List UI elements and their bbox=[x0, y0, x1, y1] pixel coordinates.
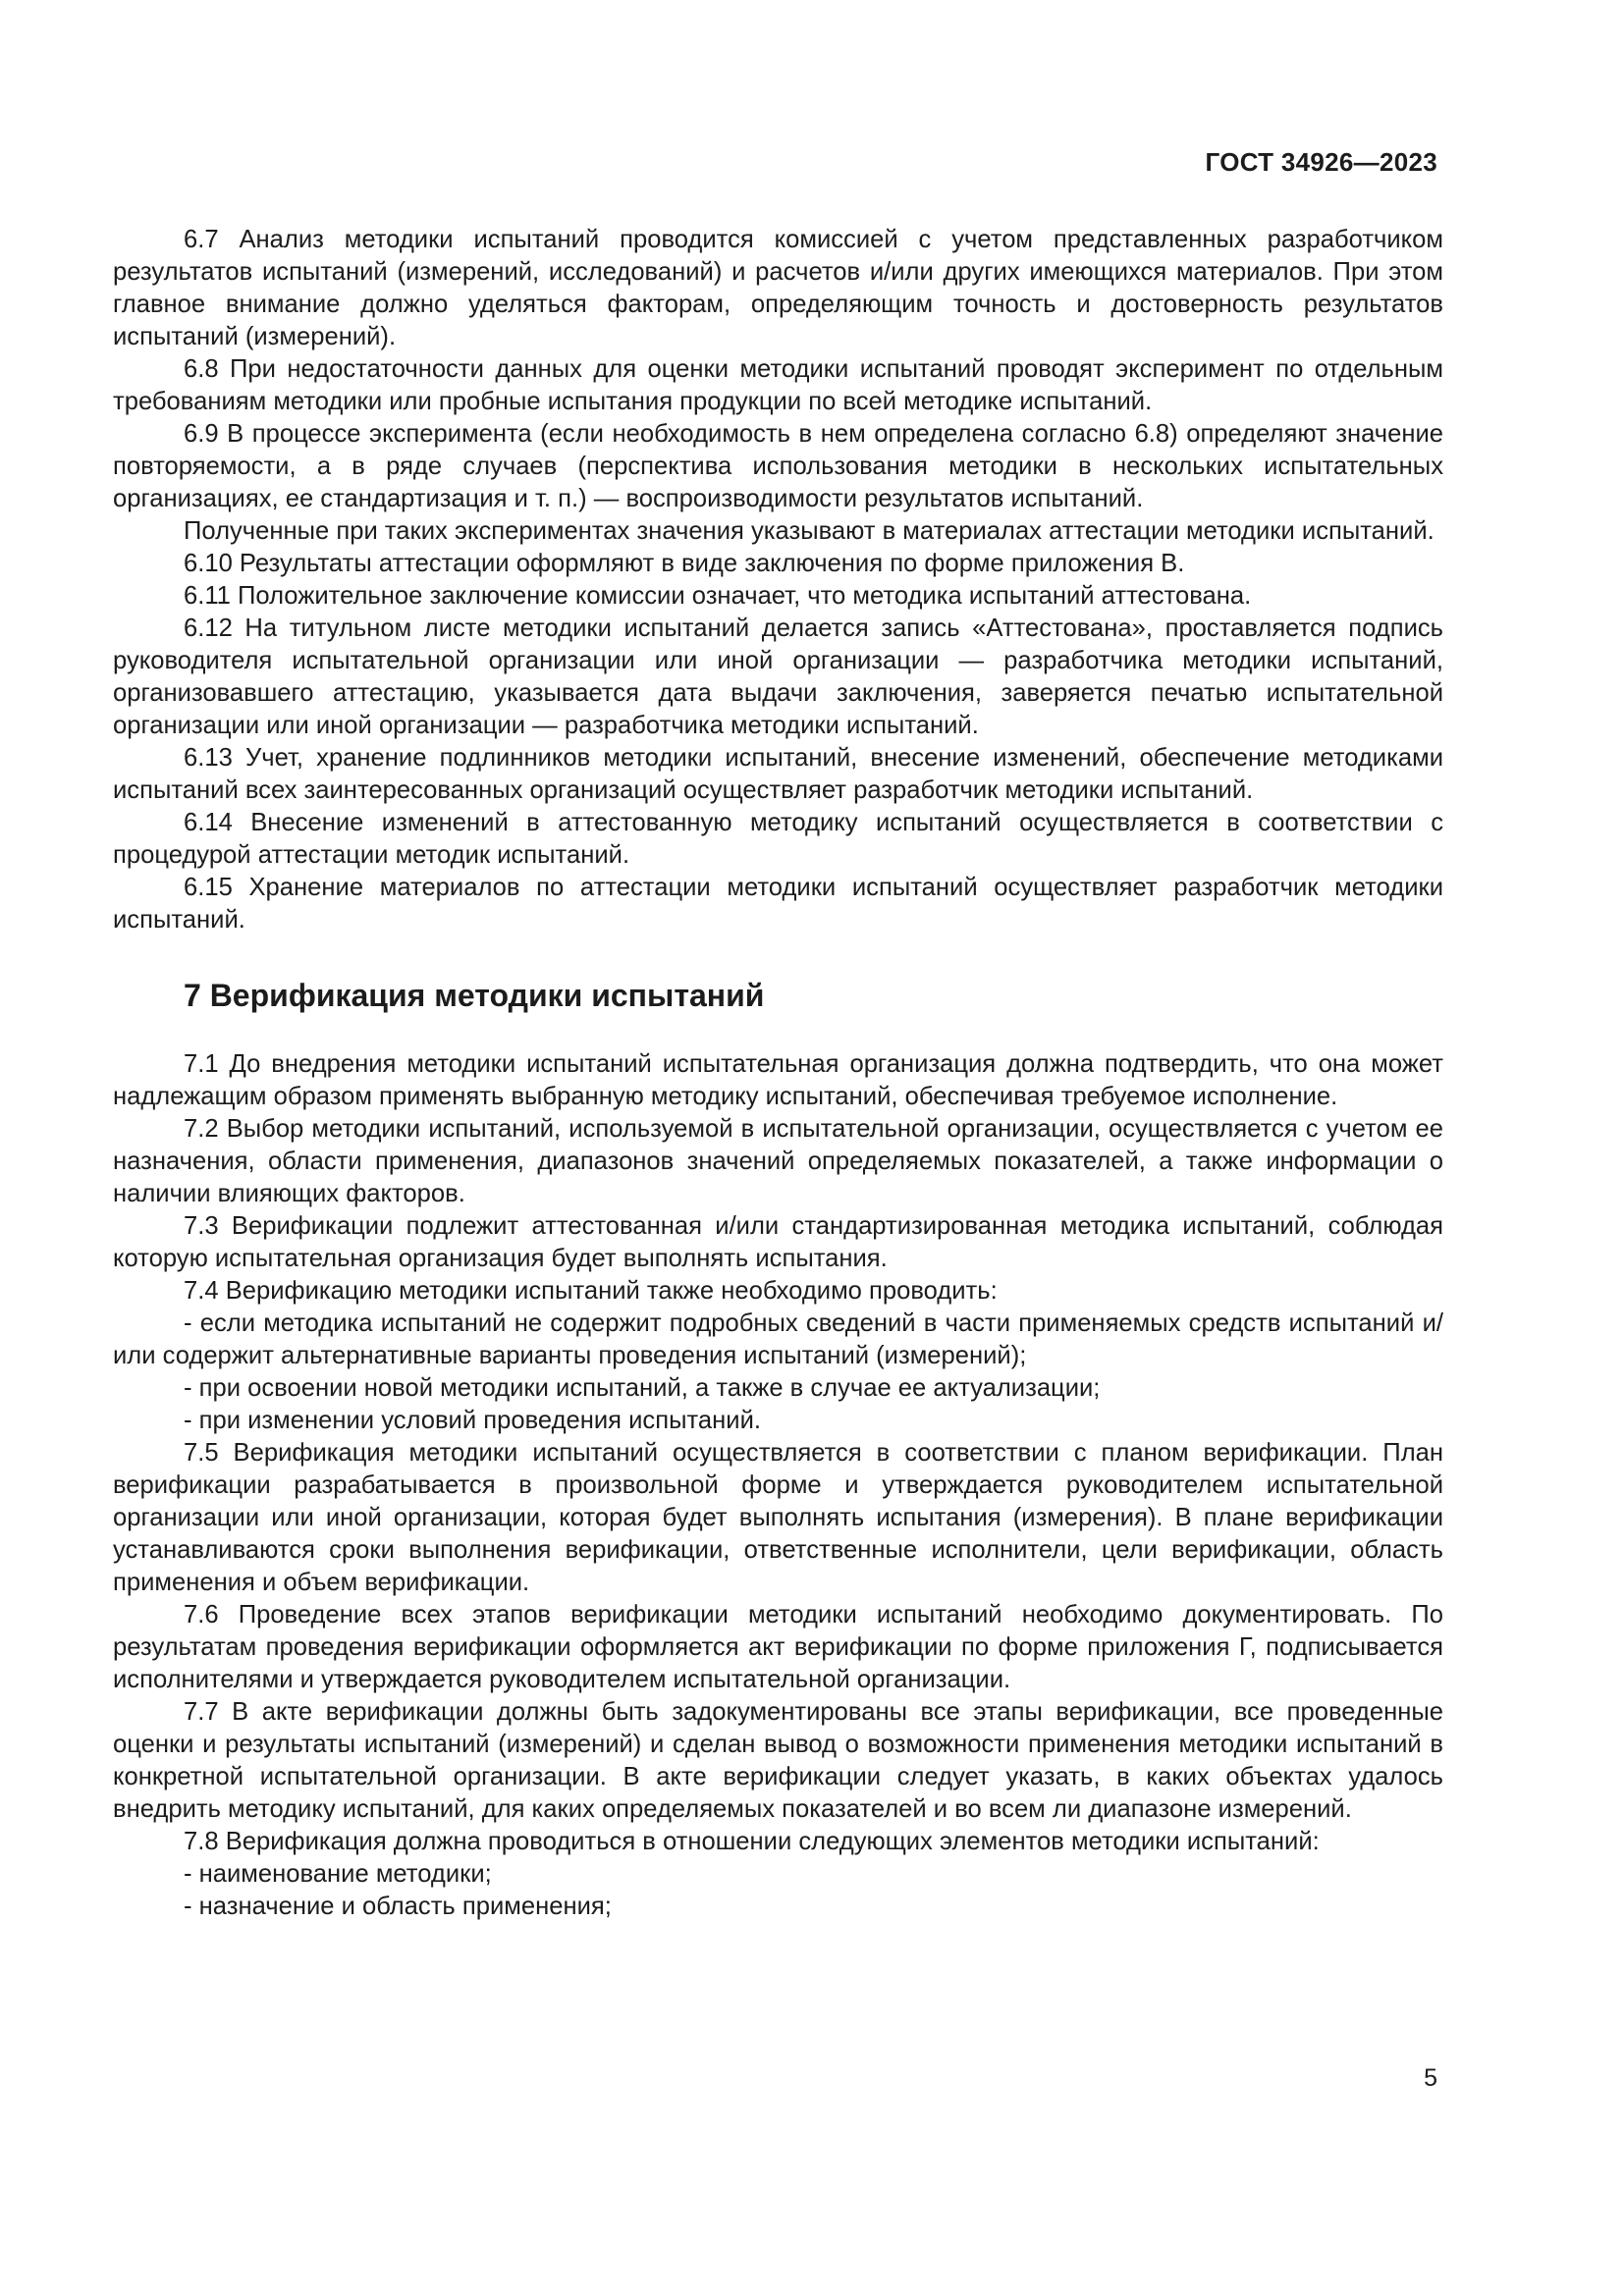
paragraph-7-5: 7.5 Верификация методики испытаний осуществляется в соответствии с планом верификации. План верификации разрабатывается в произвольной форме и утверждается руководителем испытательной организации или иной организации, которая будет выполнять испытания (измерения). В плане верификации устанавливаются сроки выполнения верификации, ответственные исполнители, цели верификации, область применения и объем верификации. bbox=[113, 1439, 1443, 1596]
paragraph-6-13: 6.13 Учет, хранение подлинников методики испытаний, внесение изменений, обеспечение методиками испытаний всех заинтересованных организаций осуществляет разработчик методики испытаний. bbox=[113, 744, 1443, 804]
paragraph-7-1: 7.1 До внедрения методики испытаний испытательная организация должна подтвердить, что она может надлежащим образом применять выбранную методику испытаний, обеспечивая требуемое исполнение. bbox=[113, 1050, 1443, 1110]
paragraph-6-8: 6.8 При недостаточности данных для оценки методики испытаний проводят эксперимент по отдельным требованиям методики или пробные испытания продукции по всей методике испытаний. bbox=[113, 355, 1443, 415]
list-item-7-4-a: - если методика испытаний не содержит подробных сведений в части применяемых средств испытаний и/или содержит альтернативные варианты проведения испытаний (измерений); bbox=[113, 1309, 1443, 1369]
paragraph-6-7: 6.7 Анализ методики испытаний проводится комиссией с учетом представленных разработчиком результатов испытаний (измерений, исследований) и расчетов и/или других имеющихся материалов. При этом главное внимание должно уделяться факторам, определяющим точность и достоверность результатов испытаний (измерений). bbox=[113, 226, 1443, 350]
list-item-7-8-a: - наименование методики; bbox=[184, 1860, 492, 1888]
paragraph-7-2: 7.2 Выбор методики испытаний, используемой в испытательной организации, осуществляется с учетом ее назначения, области применения, диапазонов значений определяемых показателей, а также информации о наличии влияющих факторов. bbox=[113, 1115, 1443, 1207]
paragraph-6-11: 6.11 Положительное заключение комиссии означает, что методика испытаний аттестована. bbox=[184, 582, 1252, 610]
list-item-7-4-c: - при изменении условий проведения испытаний. bbox=[184, 1407, 761, 1434]
paragraph-7-7: 7.7 В акте верификации должны быть задокументированы все этапы верификации, все проведенные оценки и результаты испытаний (измерений) и сделан вывод о возможности применения методики испытаний в конкретной испытательной организации. В акте верификации следует указать, в каких объектах удалось внедрить методику испытаний, для каких определяемых показателей и во всем ли диапазоне измерений. bbox=[113, 1698, 1443, 1823]
paragraph-6-15: 6.15 Хранение материалов по аттестации методики испытаний осуществляет разработчик методики испытаний. bbox=[113, 874, 1443, 934]
paragraph-6-12: 6.12 На титульном листе методики испытаний делается запись «Аттестована», проставляется подпись руководителя испытательной организации или иной организации — разработчика методики испытаний, организовавшего аттестацию, указывается дата выдачи заключения, заверяется печатью испытательной организации или иной организации — разработчика методики испытаний. bbox=[113, 614, 1443, 739]
paragraph-7-8: 7.8 Верификация должна проводиться в отношении следующих элементов методики испытаний: bbox=[184, 1828, 1320, 1855]
paragraph-7-3: 7.3 Верификации подлежит аттестованная и/или стандартизированная методика испытаний, соблюдая которую испытательная организация будет выполнять испытания. bbox=[113, 1212, 1443, 1272]
list-item-7-8-b: - назначение и область применения; bbox=[184, 1893, 612, 1920]
paragraph-6-9: 6.9 В процессе эксперимента (если необходимость в нем определена согласно 6.8) определяют значение повторяемости, а в ряде случаев (перспектива использования методики в нескольких испытательных организациях, ее стандартизация и т. п.) — воспроизводимости результатов испытаний. bbox=[113, 420, 1443, 512]
document-body bbox=[113, 224, 1443, 1923]
document-header: ГОСТ 34926—2023 bbox=[1205, 147, 1437, 177]
page-number: 5 bbox=[1424, 2064, 1437, 2092]
section-7-title: 7 Верификация методики испытаний bbox=[184, 978, 765, 1013]
paragraph-6-14: 6.14 Внесение изменений в аттестованную методику испытаний осуществляется в соответствии с процедурой аттестации методик испытаний. bbox=[113, 809, 1443, 869]
paragraph-6-10: 6.10 Результаты аттестации оформляют в виде заключения по форме приложения В. bbox=[184, 550, 1185, 577]
paragraph-7-4: 7.4 Верификацию методики испытаний также необходимо проводить: bbox=[184, 1277, 998, 1305]
list-item-7-4-b: - при освоении новой методики испытаний, а также в случае ее актуализации; bbox=[184, 1374, 1101, 1402]
paragraph-7-6: 7.6 Проведение всех этапов верификации методики испытаний необходимо документировать. По результатам проведения верификации оформляется акт верификации по форме приложения Г, подписывается исполнителями и утверждается руководителем испытательной организации. bbox=[113, 1601, 1443, 1693]
paragraph-6-9-note: Полученные при таких экспериментах значения указывают в материалах аттестации методики испытаний. bbox=[184, 517, 1435, 545]
